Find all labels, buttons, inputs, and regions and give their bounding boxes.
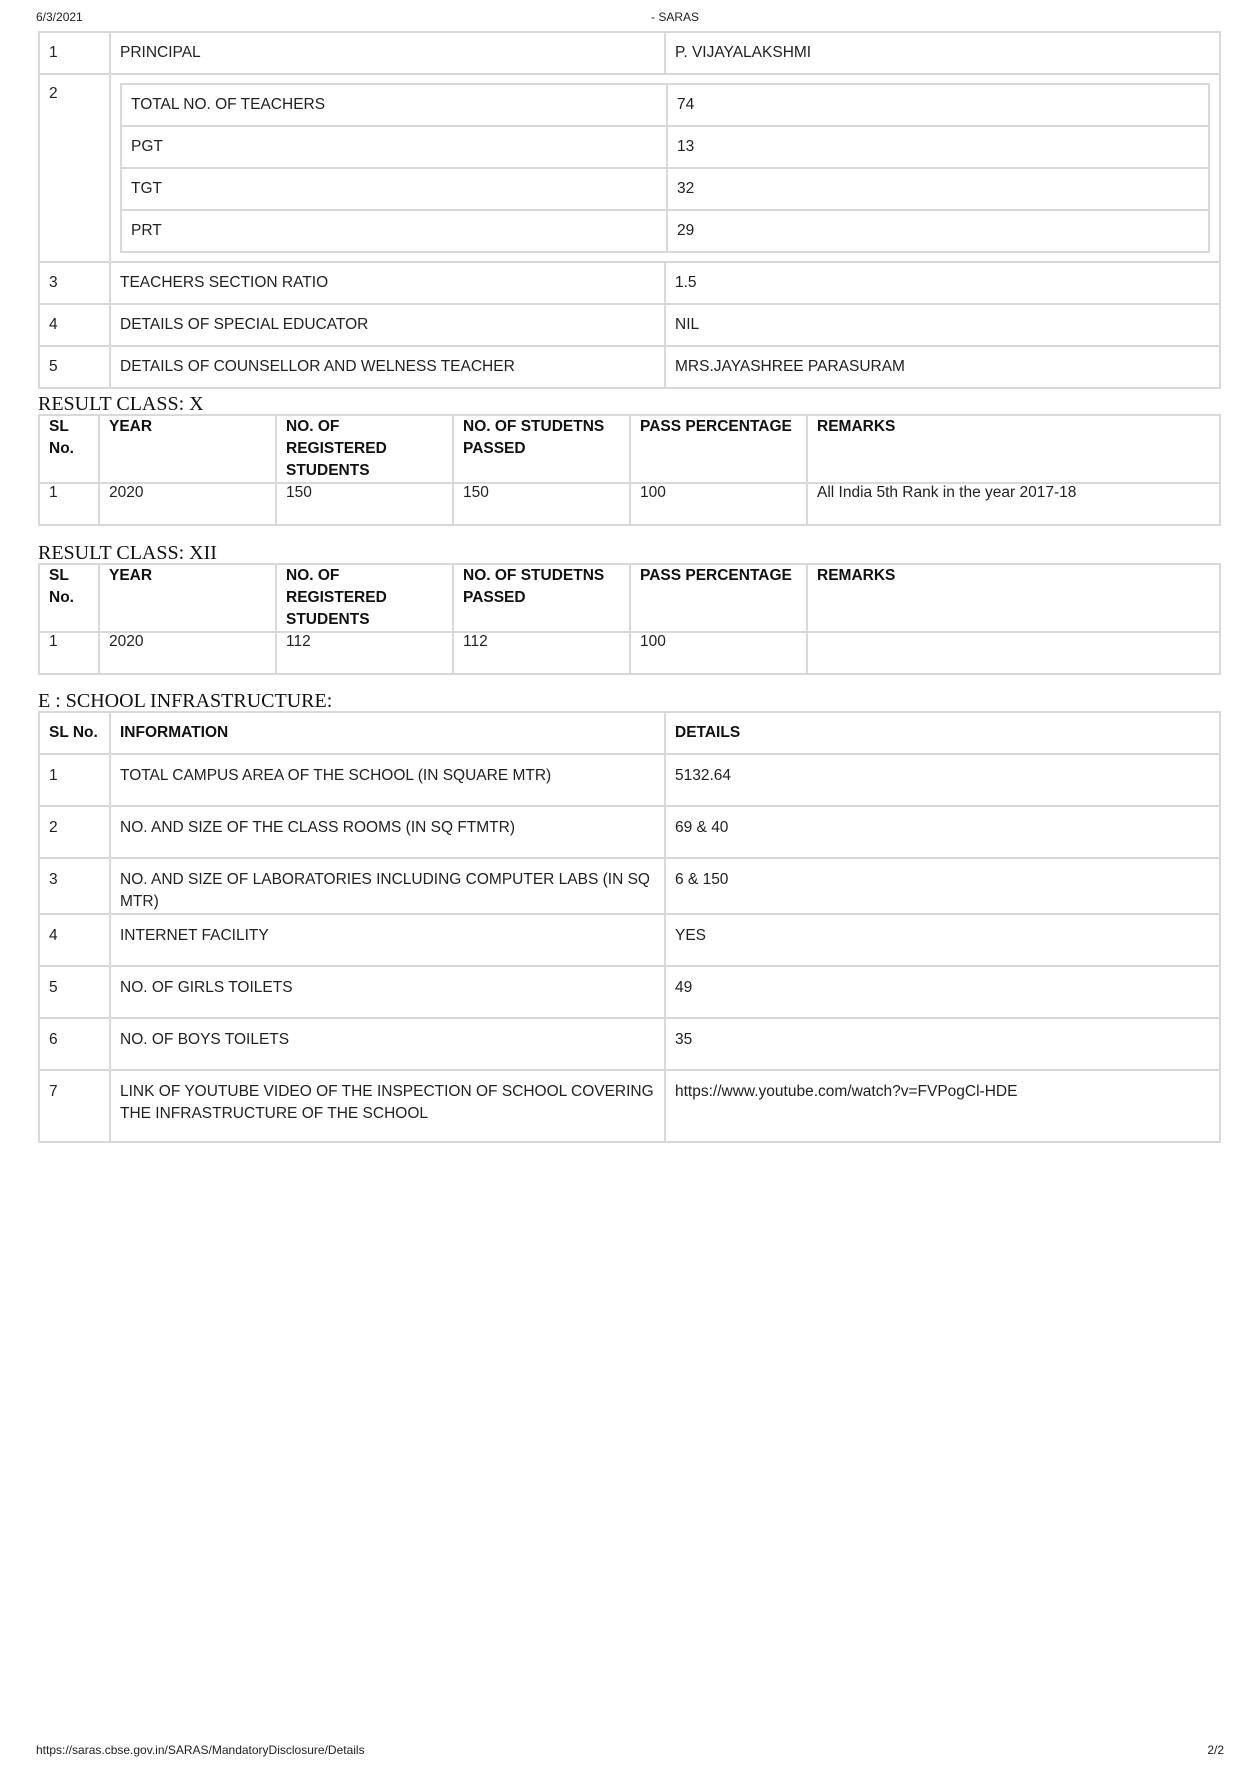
counsellor-value: MRS.JAYASHREE PARASURAM — [665, 346, 1220, 388]
sl-no-cell: 5 — [39, 966, 110, 1018]
details-cell: YES — [665, 914, 1220, 966]
ratio-label: TEACHERS SECTION RATIO — [110, 262, 665, 304]
page-title: - SARAS — [651, 10, 700, 24]
section-title: E : SCHOOL INFRASTRUCTURE: — [38, 690, 333, 712]
principal-value: P. VIJAYALAKSHMI — [665, 32, 1220, 74]
table-row — [39, 806, 1220, 858]
sl-no-cell: 1 — [39, 32, 110, 74]
table-row — [39, 262, 1220, 304]
information-cell: NO. AND SIZE OF THE CLASS ROOMS (IN SQ FTMTR) — [110, 806, 665, 858]
table-cell — [807, 632, 1220, 674]
result-xii-section — [38, 543, 1221, 675]
sl-no-cell: 1 — [39, 754, 110, 806]
details-cell: 6 & 150 — [665, 858, 1220, 914]
information-cell: TOTAL CAMPUS AREA OF THE SCHOOL (IN SQUARE MTR) — [110, 754, 665, 806]
table-row — [121, 126, 1209, 168]
table-header-row — [39, 564, 1220, 632]
teachers-label: TGT — [121, 168, 667, 210]
table-cell: 1 — [39, 632, 99, 674]
print-date: 6/3/2021 — [36, 10, 83, 24]
table-row — [39, 914, 1220, 966]
table-cell: 2020 — [99, 632, 276, 674]
column-header: PASS PERCENTAGE — [630, 564, 807, 632]
sl-no-cell: 3 — [39, 858, 110, 914]
table-cell: 2020 — [99, 483, 276, 525]
information-cell: NO. OF GIRLS TOILETS — [110, 966, 665, 1018]
information-cell: NO. OF BOYS TOILETS — [110, 1018, 665, 1070]
infrastructure-table — [38, 711, 1221, 1143]
page-footer — [36, 1743, 1224, 1759]
teachers-table — [120, 83, 1210, 253]
sl-no-cell: 2 — [39, 74, 110, 262]
column-header: PASS PERCENTAGE — [630, 415, 807, 483]
page-header — [36, 10, 1224, 26]
special-educator-value: NIL — [665, 304, 1220, 346]
information-cell: NO. AND SIZE OF LABORATORIES INCLUDING COMPUTER LABS (IN SQ MTR) — [110, 858, 665, 914]
result-x-table — [38, 414, 1221, 526]
table-cell: All India 5th Rank in the year 2017-18 — [807, 483, 1220, 525]
table-header-row — [39, 712, 1220, 754]
column-header: SL No. — [39, 712, 110, 754]
staff-table — [38, 31, 1221, 389]
table-cell: 112 — [453, 632, 630, 674]
information-cell: LINK OF YOUTUBE VIDEO OF THE INSPECTION OF SCHOOL COVERING THE INFRASTRUCTURE OF THE SCHOOL — [110, 1070, 665, 1142]
teachers-value: 32 — [667, 168, 1209, 210]
result-xii-table — [38, 563, 1221, 675]
teachers-value: 29 — [667, 210, 1209, 252]
sl-no-cell: 3 — [39, 262, 110, 304]
table-row — [39, 858, 1220, 914]
column-header: INFORMATION — [110, 712, 665, 754]
column-header: DETAILS — [665, 712, 1220, 754]
section-title: RESULT CLASS: XII — [38, 542, 217, 564]
teachers-label: PRT — [121, 210, 667, 252]
table-row — [39, 483, 1220, 525]
table-cell: 100 — [630, 483, 807, 525]
table-row — [39, 632, 1220, 674]
table-row — [39, 32, 1220, 74]
table-cell: 1 — [39, 483, 99, 525]
table-row — [39, 346, 1220, 388]
table-row — [39, 1018, 1220, 1070]
column-header: NO. OF STUDETNS PASSED — [453, 564, 630, 632]
column-header: NO. OF STUDETNS PASSED — [453, 415, 630, 483]
infrastructure-section — [38, 691, 1221, 1143]
sl-no-cell: 4 — [39, 914, 110, 966]
sl-no-cell: 4 — [39, 304, 110, 346]
table-header-row — [39, 415, 1220, 483]
sl-no-cell: 2 — [39, 806, 110, 858]
page-url: https://saras.cbse.gov.in/SARAS/MandatoryDisclosure/Details — [36, 1743, 365, 1757]
column-header: REMARKS — [807, 415, 1220, 483]
table-row — [39, 74, 1220, 262]
teachers-value: 13 — [667, 126, 1209, 168]
sl-no-cell: 6 — [39, 1018, 110, 1070]
table-row — [121, 168, 1209, 210]
teachers-label: PGT — [121, 126, 667, 168]
ratio-value: 1.5 — [665, 262, 1220, 304]
special-educator-label: DETAILS OF SPECIAL EDUCATOR — [110, 304, 665, 346]
page-number: 2/2 — [1207, 1743, 1224, 1757]
teachers-cell — [110, 74, 1220, 262]
column-header: SL No. — [39, 564, 99, 632]
sl-no-cell: 5 — [39, 346, 110, 388]
table-cell: 112 — [276, 632, 453, 674]
counsellor-label: DETAILS OF COUNSELLOR AND WELNESS TEACHER — [110, 346, 665, 388]
teachers-value: 74 — [667, 84, 1209, 126]
table-row — [39, 754, 1220, 806]
table-row — [121, 84, 1209, 126]
table-cell: 100 — [630, 632, 807, 674]
table-row — [39, 966, 1220, 1018]
column-header: YEAR — [99, 415, 276, 483]
column-header: NO. OF REGISTERED STUDENTS — [276, 564, 453, 632]
table-cell: 150 — [276, 483, 453, 525]
table-cell: 150 — [453, 483, 630, 525]
sl-no-cell: 7 — [39, 1070, 110, 1142]
staff-section — [38, 31, 1221, 389]
column-header: REMARKS — [807, 564, 1220, 632]
table-row — [121, 210, 1209, 252]
youtube-link: https://www.youtube.com/watch?v=FVPogCl-HDE — [665, 1070, 1220, 1142]
column-header: YEAR — [99, 564, 276, 632]
section-title: RESULT CLASS: X — [38, 393, 204, 415]
table-row — [39, 1070, 1220, 1142]
result-x-section — [38, 394, 1221, 526]
teachers-label: TOTAL NO. OF TEACHERS — [121, 84, 667, 126]
details-cell: 35 — [665, 1018, 1220, 1070]
details-cell: 49 — [665, 966, 1220, 1018]
principal-label: PRINCIPAL — [110, 32, 665, 74]
details-cell: 69 & 40 — [665, 806, 1220, 858]
information-cell: INTERNET FACILITY — [110, 914, 665, 966]
details-cell: 5132.64 — [665, 754, 1220, 806]
table-row — [39, 304, 1220, 346]
column-header: SL No. — [39, 415, 99, 483]
column-header: NO. OF REGISTERED STUDENTS — [276, 415, 453, 483]
